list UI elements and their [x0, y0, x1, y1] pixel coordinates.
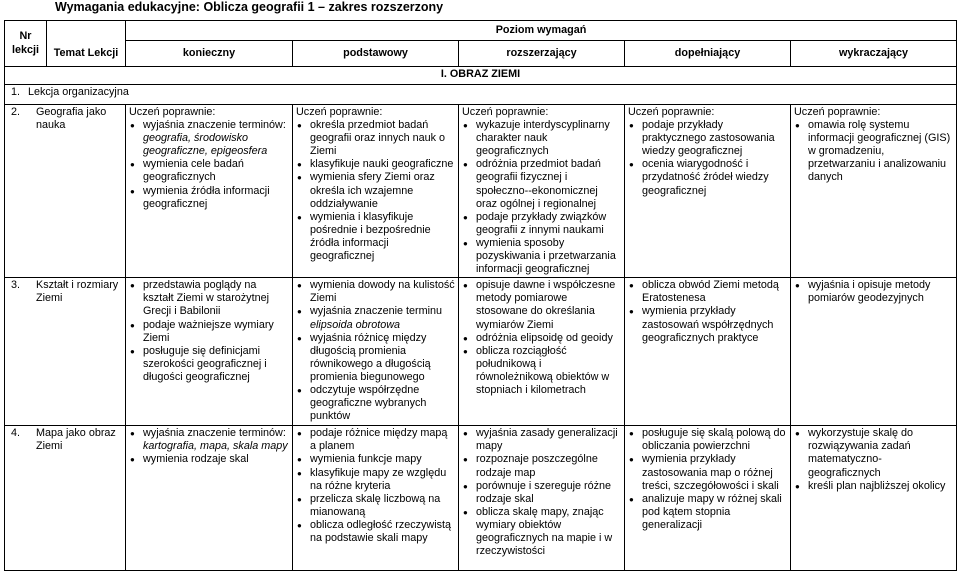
list-item: ● kreśli plan najbliższej okolicy [794, 480, 953, 493]
cell-konieczny [126, 105, 293, 278]
cell-dopelniajacy [625, 426, 791, 571]
list-item: ● odróżnia przedmiot badań geografii fizycznej i społeczno--ekonomicznej oraz ogólnej i regionalnej [462, 158, 621, 210]
list-item: ● wymienia przykłady zastosowania map o różnej treści, szczegółowości i skali [628, 453, 787, 492]
lesson-number: 1. [11, 86, 21, 98]
header-poziom: Poziom wymagań [126, 21, 957, 41]
lesson-row [5, 85, 957, 105]
section-row [5, 67, 957, 85]
lesson-row [5, 426, 957, 571]
list-item: ● wykazuje interdyscyplinarny charakter nauk geograficznych [462, 119, 621, 158]
cell-wykraczajacy [791, 105, 957, 278]
lesson-row [5, 278, 957, 426]
list-item: ● oblicza rozciągłość południkową i równoleżnikową obiektów w stopniach i kilometrach [462, 345, 621, 397]
list-item: ● wymienia sfery Ziemi oraz określa ich wzajemne oddziaływanie [296, 171, 455, 210]
header-temat: Temat Lekcji [47, 41, 126, 67]
list-item: ● wymienia dowody na kulistość Ziemi [296, 279, 455, 305]
document-title: Wymagania edukacyjne: Oblicza geografii 1 – zakres rozszerzony [55, 0, 444, 14]
list-item: ● wyjaśnia znaczenie terminu elipsoida obrotowa [296, 305, 455, 331]
lesson-number: 2. [11, 106, 21, 118]
cell-wykraczajacy [791, 278, 957, 426]
list-item: ● oblicza obwód Ziemi metodą Eratostenesa [628, 279, 787, 305]
cell-heading: Uczeń poprawnie: [794, 106, 881, 118]
list-item: ● ocenia wiarygodność i przydatność źródeł wiedzy geograficznej [628, 158, 787, 197]
requirements-table [4, 20, 957, 571]
list-item: ● omawia rolę systemu informacji geograficznej (GIS) w gromadzeniu, przetwarzaniu i analizowaniu danych [794, 119, 953, 184]
list-item: ● posługuje się definicjami szerokości geograficznej i długości geograficznej [129, 345, 289, 384]
list-item: ● wyjaśnia znaczenie terminów: geografia, środowisko geograficzne, epigeosfera [129, 119, 289, 158]
list-item: ● wymienia rodzaje skal [129, 453, 289, 466]
cell-rozszerzajacy [459, 105, 625, 278]
list-item: ● opisuje dawne i współczesne metody pomiarowe stosowane do określania wymiarów Ziemi [462, 279, 621, 331]
header-nr: Nr lekcji [5, 21, 47, 67]
list-item: ● podaje różnice między mapą a planem [296, 427, 455, 453]
list-item: ● podaje przykłady związków geografii z innymi naukami [462, 211, 621, 237]
cell-heading: Uczeń poprawnie: [462, 106, 549, 118]
cell-dopelniajacy [625, 105, 791, 278]
lesson-number: 4. [11, 427, 21, 440]
list-item: ● wymienia funkcje mapy [296, 453, 455, 466]
lesson-row [5, 105, 957, 278]
list-item: ● wyjaśnia zasady generalizacji mapy [462, 427, 621, 453]
lesson-cell [5, 426, 126, 571]
list-item: ● podaje ważniejsze wymiary Ziemi [129, 319, 289, 345]
header-level: podstawowy [293, 41, 459, 67]
header-spacer [47, 21, 126, 41]
lesson-title: Lekcja organizacyjna [28, 86, 129, 98]
list-item: ● analizuje mapy w różnej skali pod kątem stopnia generalizacji [628, 493, 787, 532]
list-item: ● określa przedmiot badań geografii oraz innych nauk o Ziemi [296, 119, 455, 158]
lesson-title: Geografia jako nauka [36, 106, 107, 132]
cell-heading: Uczeń poprawnie: [628, 106, 715, 118]
cell-heading: Uczeń poprawnie: [296, 106, 383, 118]
list-item: ● klasyfikuje nauki geograficzne [296, 158, 455, 171]
cell-konieczny [126, 278, 293, 426]
list-item: ● wyjaśnia i opisuje metody pomiarów geodezyjnych [794, 279, 953, 305]
cell-dopelniajacy [625, 278, 791, 426]
list-item: ● klasyfikuje mapy ze względu na różne kryteria [296, 467, 455, 493]
list-item: ● wymienia cele badań geograficznych [129, 158, 289, 184]
header-row-top [5, 21, 957, 41]
list-item: ● podaje przykłady praktycznego zastosowania wiedzy geograficznej [628, 119, 787, 158]
header-level: dopełniający [625, 41, 791, 67]
list-item: ● odróżnia elipsoidę od geoidy [462, 332, 621, 345]
cell-rozszerzajacy [459, 278, 625, 426]
cell-podstawowy [293, 278, 459, 426]
header-row-levels [5, 41, 957, 67]
cell-wykraczajacy [791, 426, 957, 571]
lesson-cell [5, 85, 957, 105]
header-level: wykraczający [791, 41, 957, 67]
cell-podstawowy [293, 105, 459, 278]
list-item: ● wymienia źródła informacji geograficznej [129, 185, 289, 211]
header-level: rozszerzający [459, 41, 625, 67]
section-title: I. OBRAZ ZIEMI [5, 67, 957, 85]
list-item: ● wymienia przykłady zastosowań współrzędnych geograficznych praktyce [628, 305, 787, 344]
list-item: ● wymienia sposoby pozyskiwania i przetwarzania informacji geograficznej [462, 237, 621, 276]
lesson-title: Kształt i rozmiary Ziemi [36, 279, 119, 305]
header-level: konieczny [126, 41, 293, 67]
lesson-title: Mapa jako obraz Ziemi [36, 427, 116, 453]
list-item: ● wyjaśnia różnicę między długością promienia równikowego a długością promienia biegunowego [296, 332, 455, 384]
list-item: ● porównuje i szereguje różne rodzaje skal [462, 480, 621, 506]
lesson-number: 3. [11, 279, 21, 292]
list-item: ● oblicza odległość rzeczywistą na podstawie skali mapy [296, 519, 455, 545]
lesson-cell [5, 105, 126, 278]
lesson-cell [5, 278, 126, 426]
list-item: ● wymienia i klasyfikuje pośrednie i bezpośrednie źródła informacji geograficznej [296, 211, 455, 263]
cell-heading: Uczeń poprawnie: [129, 106, 216, 118]
cell-rozszerzajacy [459, 426, 625, 571]
list-item: ● odczytuje współrzędne geograficzne wybranych punktów [296, 384, 455, 423]
list-item: ● posługuje się skalą polową do obliczania powierzchni [628, 427, 787, 453]
cell-podstawowy [293, 426, 459, 571]
list-item: ● wyjaśnia znaczenie terminów: kartografia, mapa, skala mapy [129, 427, 289, 453]
list-item: ● oblicza skalę mapy, znając wymiary obiektów geograficznych na mapie i w rzeczywistości [462, 506, 621, 558]
cell-konieczny [126, 426, 293, 571]
list-item: ● wykorzystuje skalę do rozwiązywania zadań matematyczno-geograficznych [794, 427, 953, 479]
list-item: ● rozpoznaje poszczególne rodzaje map [462, 453, 621, 479]
list-item: ● przedstawia poglądy na kształt Ziemi w starożytnej Grecji i Babilonii [129, 279, 289, 318]
list-item: ● przelicza skalę liczbową na mianowaną [296, 493, 455, 519]
